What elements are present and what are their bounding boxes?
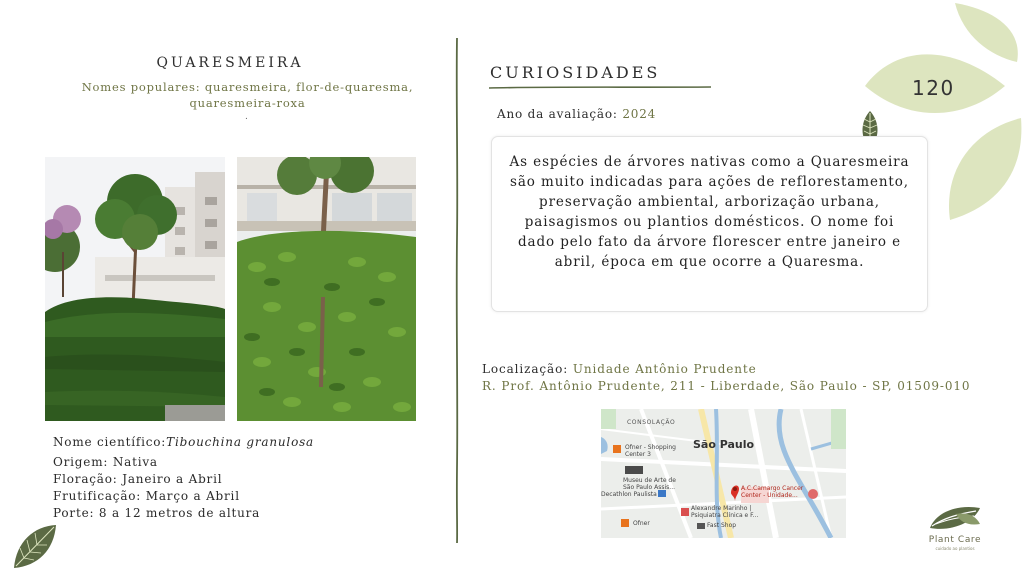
- species-title: QUARESMEIRA: [156, 55, 304, 71]
- map-poi-fastshop: Fast Shop: [707, 522, 737, 529]
- location-map[interactable]: [601, 409, 846, 538]
- map-poi-shopping-line-1: Ofner - Shopping: [625, 444, 676, 451]
- map-poi-marker-line-1: A.C.Camargo Cancer: [741, 485, 804, 492]
- page-number-badge: 120: [912, 76, 955, 100]
- map-poi-clinic: [691, 505, 758, 519]
- map-poi-museum-line-2: São Paulo Assis...: [623, 484, 676, 491]
- map-district-label: CONSOLAÇÃO: [627, 419, 676, 426]
- map-poi-shopping: [625, 444, 676, 458]
- map-poi-marker-line-2: Center - Unidade...: [741, 492, 798, 499]
- popular-names: [60, 79, 435, 111]
- size: Porte: 8 a 12 metros de altura: [53, 506, 261, 520]
- tree-photo-2: [237, 157, 416, 421]
- curiosities-title: CURIOSIDADES: [490, 63, 661, 82]
- scientific-name: [53, 434, 314, 451]
- map-poi-museum: [623, 477, 676, 491]
- curiosity-card: [491, 136, 928, 312]
- flowering: Floração: Janeiro a Abril: [53, 472, 223, 486]
- location-address: R. Prof. Antônio Prudente, 211 - Liberdade, São Paulo - SP, 01509-010: [482, 379, 971, 393]
- map-poi-shopping-line-2: Center 3: [625, 451, 651, 458]
- map-poi-marker-label: [741, 485, 803, 499]
- scientific-name-value: Tibouchina granulosa: [166, 435, 315, 449]
- map-poi-museum-line-1: Museu de Arte de: [623, 477, 676, 484]
- brand-tagline: cuidado ao plantios: [935, 546, 975, 551]
- popular-names-line-1: Nomes populares: quaresmeira, flor-de-quaresma,: [81, 80, 414, 94]
- vertical-divider: [455, 38, 459, 543]
- map-poi-decathlon: Decathlon Paulista: [601, 491, 657, 498]
- map-poi-clinic-line-2: Psiquiatra Clínica e F...: [691, 512, 759, 519]
- map-poi-ofner: Ofner: [633, 520, 650, 527]
- popular-names-line-2: quaresmeira-roxa: [189, 96, 306, 110]
- location-unit-name: Unidade Antônio Prudente: [572, 362, 757, 376]
- location-block: [482, 361, 970, 395]
- curiosity-text: As espécies de árvores nativas como a Quaresmeira são muito indicadas para ações de reflorestamento, preservação ambiental, arborização urbana, paisagismos ou plantios domésticos. O nome foi dado pelo fato da árvore florescer entre janeiro e abril, época em que ocorre a Quaresma.: [509, 154, 910, 270]
- title-underline: [489, 85, 711, 90]
- species-facts: [53, 434, 314, 522]
- evaluation-year: [497, 107, 656, 121]
- evaluation-year-value: 2024: [622, 107, 657, 121]
- scientific-name-label: Nome científico:: [53, 435, 167, 449]
- location-unit: [482, 361, 970, 378]
- brand-name: Plant Care: [928, 535, 982, 545]
- location-label: Localização:: [482, 362, 573, 376]
- evaluation-year-label: Ano da avaliação:: [497, 107, 623, 121]
- map-city-label: São Paulo: [693, 438, 755, 451]
- origin: Origem: Nativa: [53, 455, 158, 469]
- separator-dot: .: [245, 112, 248, 122]
- fruiting: Frutificação: Março a Abril: [53, 489, 240, 503]
- corner-leaf-icon: [10, 522, 60, 572]
- map-poi-clinic-line-1: Alexandre Marinho |: [691, 505, 752, 512]
- tree-photo-1: [45, 157, 225, 421]
